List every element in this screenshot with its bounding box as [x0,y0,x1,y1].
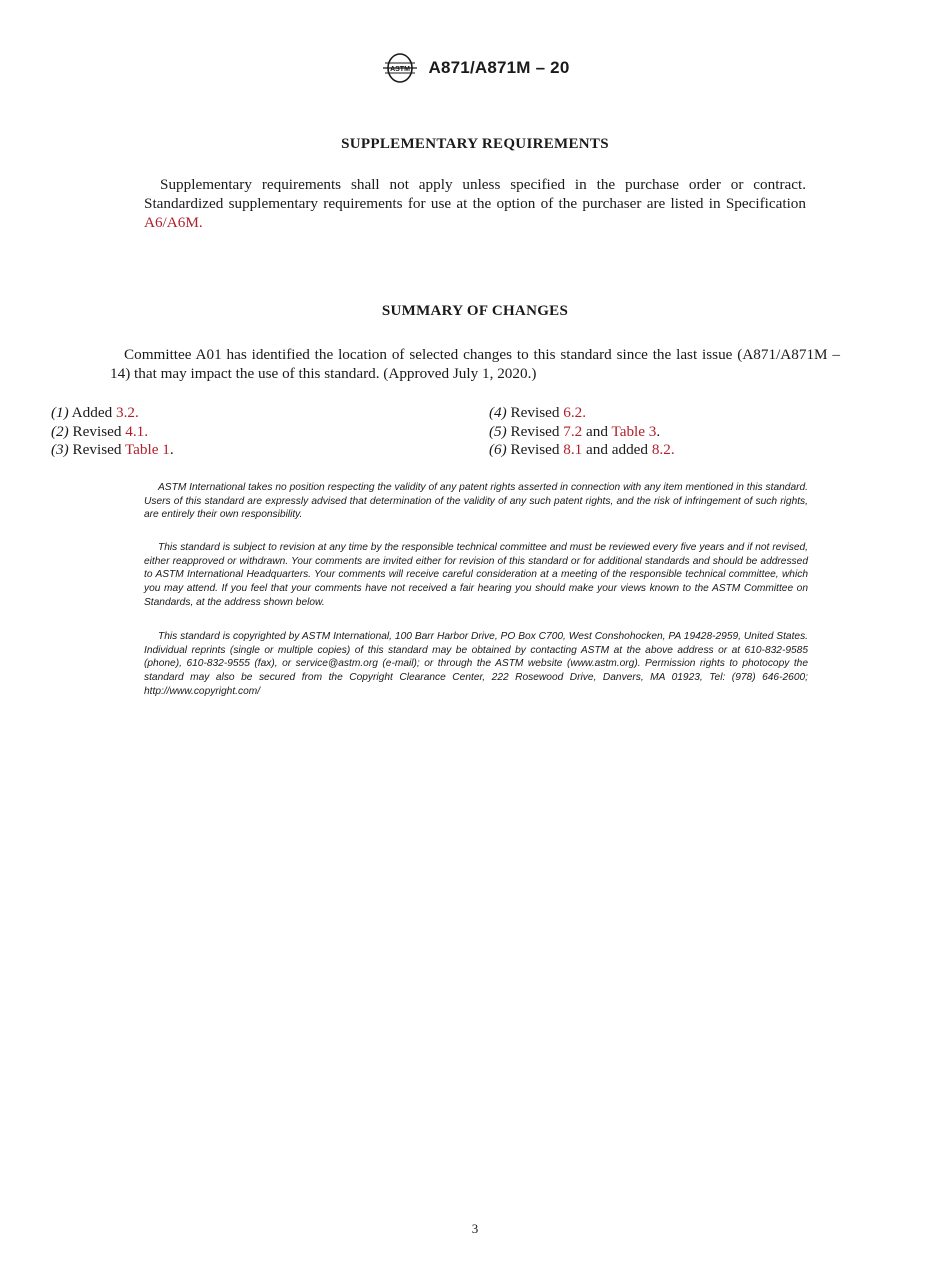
change-text: and [582,423,612,440]
change-text: Added [68,404,116,421]
change-item-2 [51,422,148,441]
supplementary-text: Supplementary requirements shall not apply unless specified in the purchase order or contract. Standardized supplementary requirements for use at the option of the purchaser are listed in Specification [144,176,806,212]
section-link[interactable]: 4.1 [125,423,145,440]
change-text: Revised [506,441,564,458]
section-link[interactable]: 8.2 [651,441,671,458]
change-text: Revised [506,404,564,421]
change-number: (2) [51,423,69,440]
svg-text:ASTM: ASTM [389,66,410,73]
change-number: (3) [51,441,69,458]
revision-notice: This standard is subject to revision at any time by the responsible technical committee and must be reviewed every five years and if not revised, either reapproved or withdrawn. Your comments are invited either for revision of this standard or for additional standards and should be addressed to ASTM International Headquarters. Your comments will receive careful consideration at a meeting of the responsible technical committee, which you may attend. If you feel that your comments have not received a fair hearing you should make your views known to the ASTM Committee on Standards, at the address shown below. [144,542,808,608]
change-text: Revised [68,423,126,440]
page-number: 3 [471,1221,479,1236]
astm-logo-icon [381,52,419,84]
section-link[interactable]: 8.1 [563,441,583,458]
change-end: . [656,423,661,440]
change-number: (4) [489,404,507,421]
change-end: . [670,441,675,458]
standard-designation: A871/A871M – 20 [428,58,570,77]
change-number: (5) [489,423,507,440]
supplementary-heading: SUPPLEMENTARY REQUIREMENTS [341,136,609,152]
patent-notice: ASTM International takes no position respecting the validity of any patent rights asserted in connection with any item mentioned in this standard. Users of this standard are expressly advised that determination of the validity of any such patent rights, and the risk of infringement of such rights, are entirely their own responsibility. [144,482,808,521]
section-link[interactable]: 3.2 [115,404,135,421]
section-link[interactable]: 7.2 [563,423,583,440]
supplementary-end: . [198,214,203,231]
table-link[interactable]: Table 1 [124,441,170,458]
change-text: Revised [506,423,564,440]
change-number: (6) [489,441,507,458]
change-end: . [134,404,139,421]
change-text: and added [582,441,652,458]
a6-a6m-link[interactable]: A6/A6M [144,214,199,231]
change-end: . [144,423,149,440]
section-link[interactable]: 6.2 [563,404,583,421]
summary-heading: SUMMARY OF CHANGES [381,303,569,319]
change-end: . [169,441,174,458]
change-item-1 [51,403,139,422]
change-item-4 [489,403,586,422]
supplementary-paragraph [144,175,806,232]
change-text: Revised [68,441,125,458]
change-number: (1) [51,404,69,421]
change-item-5 [489,422,660,441]
change-item-6 [489,440,675,459]
change-end: . [582,404,587,421]
copyright-notice: This standard is copyrighted by ASTM International, 100 Barr Harbor Drive, PO Box C700, West Conshohocken, PA 19428-2959, United States. Individual reprints (single or multiple copies) of this standard may be obtained by contacting ASTM at the above address or at 610-832-9585 (phone), 610-832-9555 (fax), or service@astm.org (e-mail); or through the ASTM website (www.astm.org). Permission rights to photocopy the standard may also be secured from the Copyright Clearance Center, 222 Rosewood Drive, Danvers, MA 01923, Tel: (978) 646-2600; http://www.copyright.com/ [144,631,808,697]
table-link[interactable]: Table 3 [611,423,657,440]
change-item-3 [51,440,174,459]
summary-paragraph: Committee A01 has identified the location of selected changes to this standard since the last issue (A871/A871M – 14) that may impact the use of this standard. (Approved July 1, 2020.) [110,346,840,382]
page-header [0,52,950,84]
